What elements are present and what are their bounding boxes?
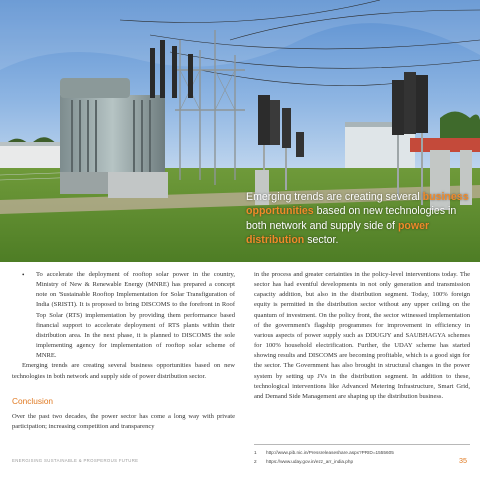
- building-left: [0, 142, 70, 172]
- footnote-divider: [254, 444, 470, 445]
- bullet-text: To accelerate the deployment of rooftop solar power in the country, Ministry of New & Renewable Energy (MNRE) has prepared a concept note on 'Sustainable Rooftop Implementation for Solar Transfiguration of India (SRISTI). It is proposed to bring DISCOMS to the forefront in Roof Top Solar (RTS) implementation by providing them performance based financial support to accelerate deployment of RTS plants within their distribution area. In the next phase, it is planned to DISCOMS the sole implementing agency for implementation of rooftop solar scheme of MNRE.: [36, 271, 235, 360]
- body-paragraph-continued: in the process and greater certainties in the policy-level interventions today. The sector has had eventful developments in not only generation and transmission capacity addition, but also in the distribution segment. Today, 100% foreign equity is permitted in the distribution sector without any upper ceiling on the quantum of investment. On the policy front, the sector witnessed implementation of the government's flagship programmes for improvement in efficiency in various aspects of power supply such as DDUGJY and SAUBHAGYA schemes for 100% household electrification. Further, the UDAY scheme has started showing results and DISCOMS are becoming profitable, which is a good sign for the sector. The Government has also brought in structural changes in the power system by setting up JVs in the distribution segment. In addition to these, technological interventions like Advanced Metering Infrastructure, Smart Grid, and Demand Side Management are shaping up the distribution business.: [254, 271, 470, 400]
- callout-text-1: Emerging trends are creating several: [246, 191, 423, 203]
- footnote-link[interactable]: http://www.pib.nic.in/Pressreleaseshare.aspx?PRID=1555605: [266, 450, 394, 455]
- bullet-dot: •: [22, 271, 25, 279]
- body-paragraph-trends: Emerging trends are creating several business opportunities based on new technologies in both network and supply side of power distribution sector.: [12, 362, 235, 380]
- bullet-item-sristi: [12, 270, 235, 361]
- right-column: [254, 270, 470, 402]
- callout-text-3: sector.: [304, 234, 339, 247]
- running-footer-title: ENERGISING SUSTAINABLE & PROSPEROUS FUTURE: [12, 458, 139, 463]
- footnote-link[interactable]: https://www.uday.gov.in/ezz_arr_india.php: [266, 458, 354, 464]
- footnote-2: [254, 458, 470, 467]
- callout-text-2: based on new technologies in both network and supply side of: [246, 205, 457, 232]
- callout-highlight-power-distribution: power distribution: [246, 219, 430, 247]
- photo-callout: [246, 190, 476, 248]
- page-number: 35: [459, 456, 467, 465]
- section-heading-conclusion: Conclusion: [12, 395, 54, 406]
- red-gantry: [410, 138, 480, 152]
- left-column: [12, 270, 235, 432]
- footnote-number: 2: [254, 458, 257, 464]
- callout-highlight-business-opportunities: business opportunities: [246, 191, 469, 218]
- footnote-1: [254, 449, 470, 458]
- footnote-number: 1: [254, 450, 257, 455]
- footnotes: [254, 449, 470, 466]
- body-paragraph-conclusion: Over the past two decades, the power sector has come a long way with private participation; increasing competition and transparency: [12, 412, 235, 430]
